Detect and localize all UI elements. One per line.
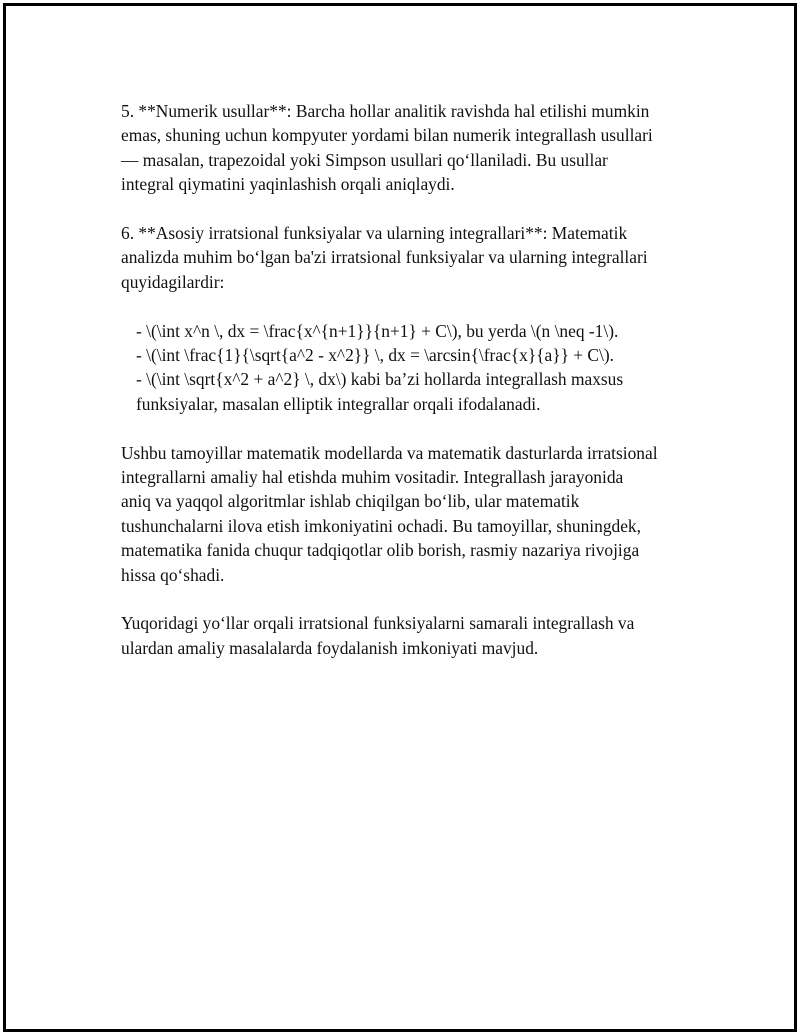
integral-formula-list [121,319,711,417]
document-body [121,99,711,685]
paragraph-principles: Ushbu tamoyillar matematik modellarda va matematik dasturlarda irratsional integrallarni amaliy hal etishda muhim vositadir. Integrallash jarayonida aniq va yaqqol algoritmlar ishlab chiqilgan bo‘lib, ular matematik tushunchalarni ilova etish imkoniyatini ochadi. Bu tamoyillar, shuningdek, matematika fanida chuqur tadqiqotlar olib borish, rasmiy nazariya rivojiga hissa qo‘shadi. [121,442,658,585]
paragraph-irrational-functions-intro: 6. **Asosiy irratsional funksiyalar va ularning integrallari**: Matematik analizda muhim bo‘lgan ba'zi irratsional funksiyalar va ularning integrallari quyidagilardir: [121,223,648,292]
list-item: - \(\int \sqrt{x^2 + a^2} \, dx\) kabi ba’zi hollarda integrallash maxsus funksiyalar, masalan elliptik integrallar orqali ifodalanadi. [136,369,624,414]
paragraph-conclusion: Yuqoridagi yo‘llar orqali irratsional funksiyalarni samarali integrallash va ulardan amaliy masalalarda foydalanish imkoniyati mavjud. [121,613,635,658]
page-frame [3,3,797,1032]
list-item: - \(\int x^n \, dx = \frac{x^{n+1}}{n+1} + C\), bu yerda \(n \neq -1\). [136,320,619,341]
list-item: - \(\int \frac{1}{\sqrt{a^2 - x^2}} \, dx = \arcsin{\frac{x}{a}} + C\). [136,345,615,366]
paragraph-numerical-methods: 5. **Numerik usullar**: Barcha hollar analitik ravishda hal etilishi mumkin emas, shuning uchun kompyuter yordami bilan numerik integrallash usullari — masalan, trapezoidal yoki Simpson usullari qo‘llaniladi. Bu usullar integral qiymatini yaqinlashish orqali aniqlaydi. [121,101,653,195]
